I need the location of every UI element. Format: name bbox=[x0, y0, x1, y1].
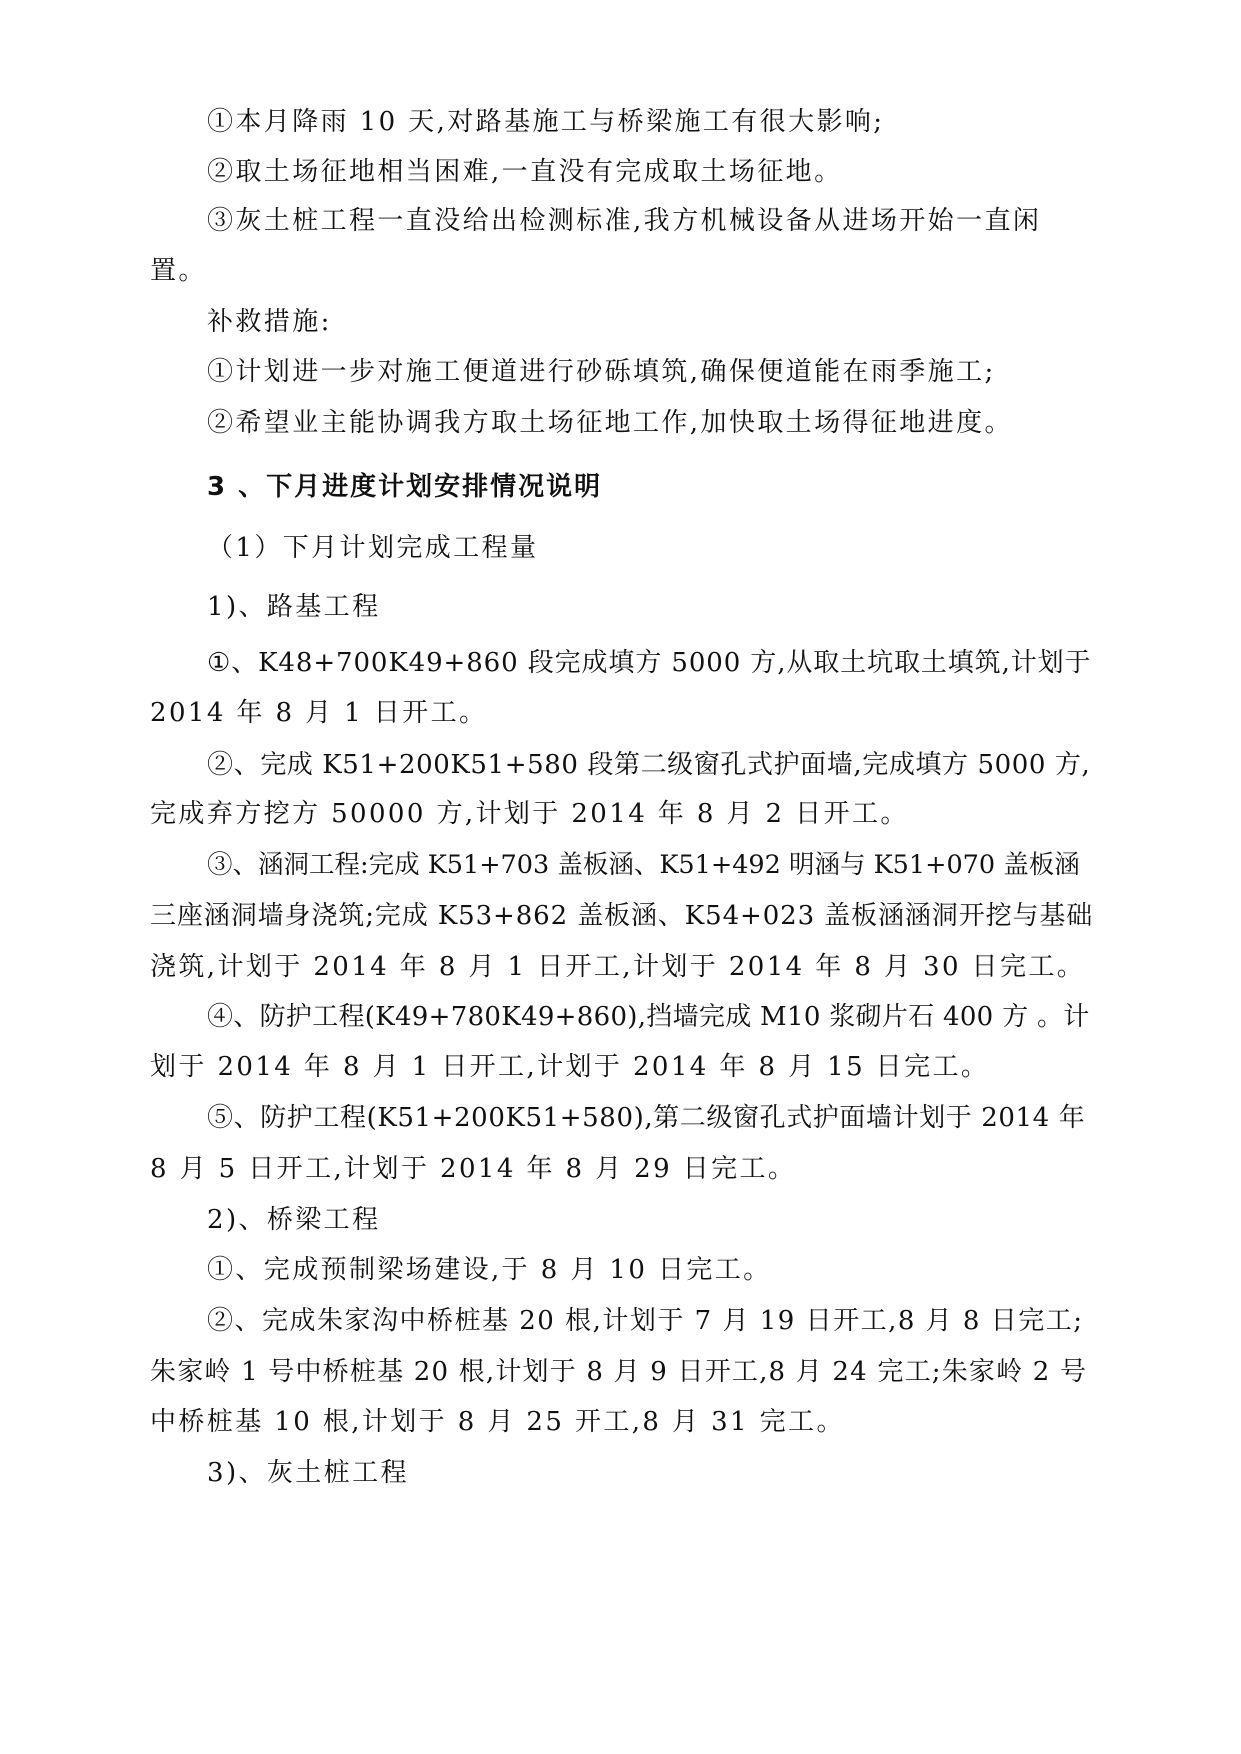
paragraph-line: ①、完成预制梁场建设,于 8 月 10 日完工。 bbox=[207, 1255, 772, 1285]
paragraph-line: 三座涵洞墙身浇筑;完成 K53+862 盖板涵、K54+023 盖板涵涵洞开挖与基础 bbox=[150, 901, 1094, 931]
paragraph-line: ②希望业主能协调我方取土场征地工作,加快取土场得征地进度。 bbox=[207, 408, 1013, 438]
paragraph-line: 划于 2014 年 8 月 1 日开工,计划于 2014 年 8 月 15 日完工。 bbox=[150, 1052, 990, 1082]
paragraph-line: ③、涵洞工程:完成 K51+703 盖板涵、K51+492 明涵与 K51+070 盖板涵 bbox=[207, 850, 1080, 880]
paragraph-line: ①本月降雨 10 天,对路基施工与桥梁施工有很大影响; bbox=[207, 107, 885, 137]
paragraph-line: 浇筑,计划于 2014 年 8 月 1 日开工,计划于 2014 年 8 月 30 日完工。 bbox=[150, 952, 1086, 982]
paragraph-line: ①、K48+700K49+860 段完成填方 5000 方,从取土坑取土填筑,计划于 bbox=[207, 648, 1092, 678]
paragraph-line: 补救措施: bbox=[207, 307, 332, 337]
paragraph-line: 3)、灰土桩工程 bbox=[207, 1458, 409, 1488]
paragraph-line: ①计划进一步对施工便道进行砂砾填筑,确保便道能在雨季施工; bbox=[207, 357, 996, 387]
paragraph-line: 2)、桥梁工程 bbox=[207, 1205, 381, 1235]
paragraph-line: 中桥桩基 10 根,计划于 8 月 25 开工,8 月 31 完工。 bbox=[150, 1407, 845, 1437]
paragraph-line: 置。 bbox=[150, 256, 207, 286]
paragraph-line: ②、完成 K51+200K51+580 段第二级窗孔式护面墙,完成填方 5000 方, bbox=[207, 750, 1091, 780]
paragraph-line: ②取土场征地相当困难,一直没有完成取土场征地。 bbox=[207, 157, 843, 187]
subsection-heading: （1）下月计划完成工程量 bbox=[207, 533, 539, 563]
paragraph-line: 2014 年 8 月 1 日开工。 bbox=[150, 698, 488, 728]
paragraph-line: ③灰土桩工程一直没给出检测标准,我方机械设备从进场开始一直闲 bbox=[207, 206, 1042, 236]
paragraph-line: 8 月 5 日开工,计划于 2014 年 8 月 29 日完工。 bbox=[150, 1154, 797, 1184]
paragraph-line: ⑤、防护工程(K51+200K51+580),第二级窗孔式护面墙计划于 2014 年 bbox=[207, 1103, 1086, 1133]
paragraph-line: ②、完成朱家沟中桥桩基 20 根,计划于 7 月 19 日开工,8 月 8 日完工; bbox=[207, 1306, 1084, 1336]
paragraph-line: 1)、路基工程 bbox=[207, 592, 381, 622]
paragraph-line: ④、防护工程(K49+780K49+860),挡墙完成 M10 浆砌片石 400 方 。计 bbox=[207, 1002, 1090, 1032]
paragraph-line: 朱家岭 1 号中桥桩基 20 根,计划于 8 月 9 日开工,8 月 24 完工;朱家岭 2 号 bbox=[150, 1357, 1088, 1387]
section-heading: 3 、下月进度计划安排情况说明 bbox=[207, 472, 603, 502]
paragraph-line: 完成弃方挖方 50000 方,计划于 2014 年 8 月 2 日开工。 bbox=[150, 799, 909, 829]
